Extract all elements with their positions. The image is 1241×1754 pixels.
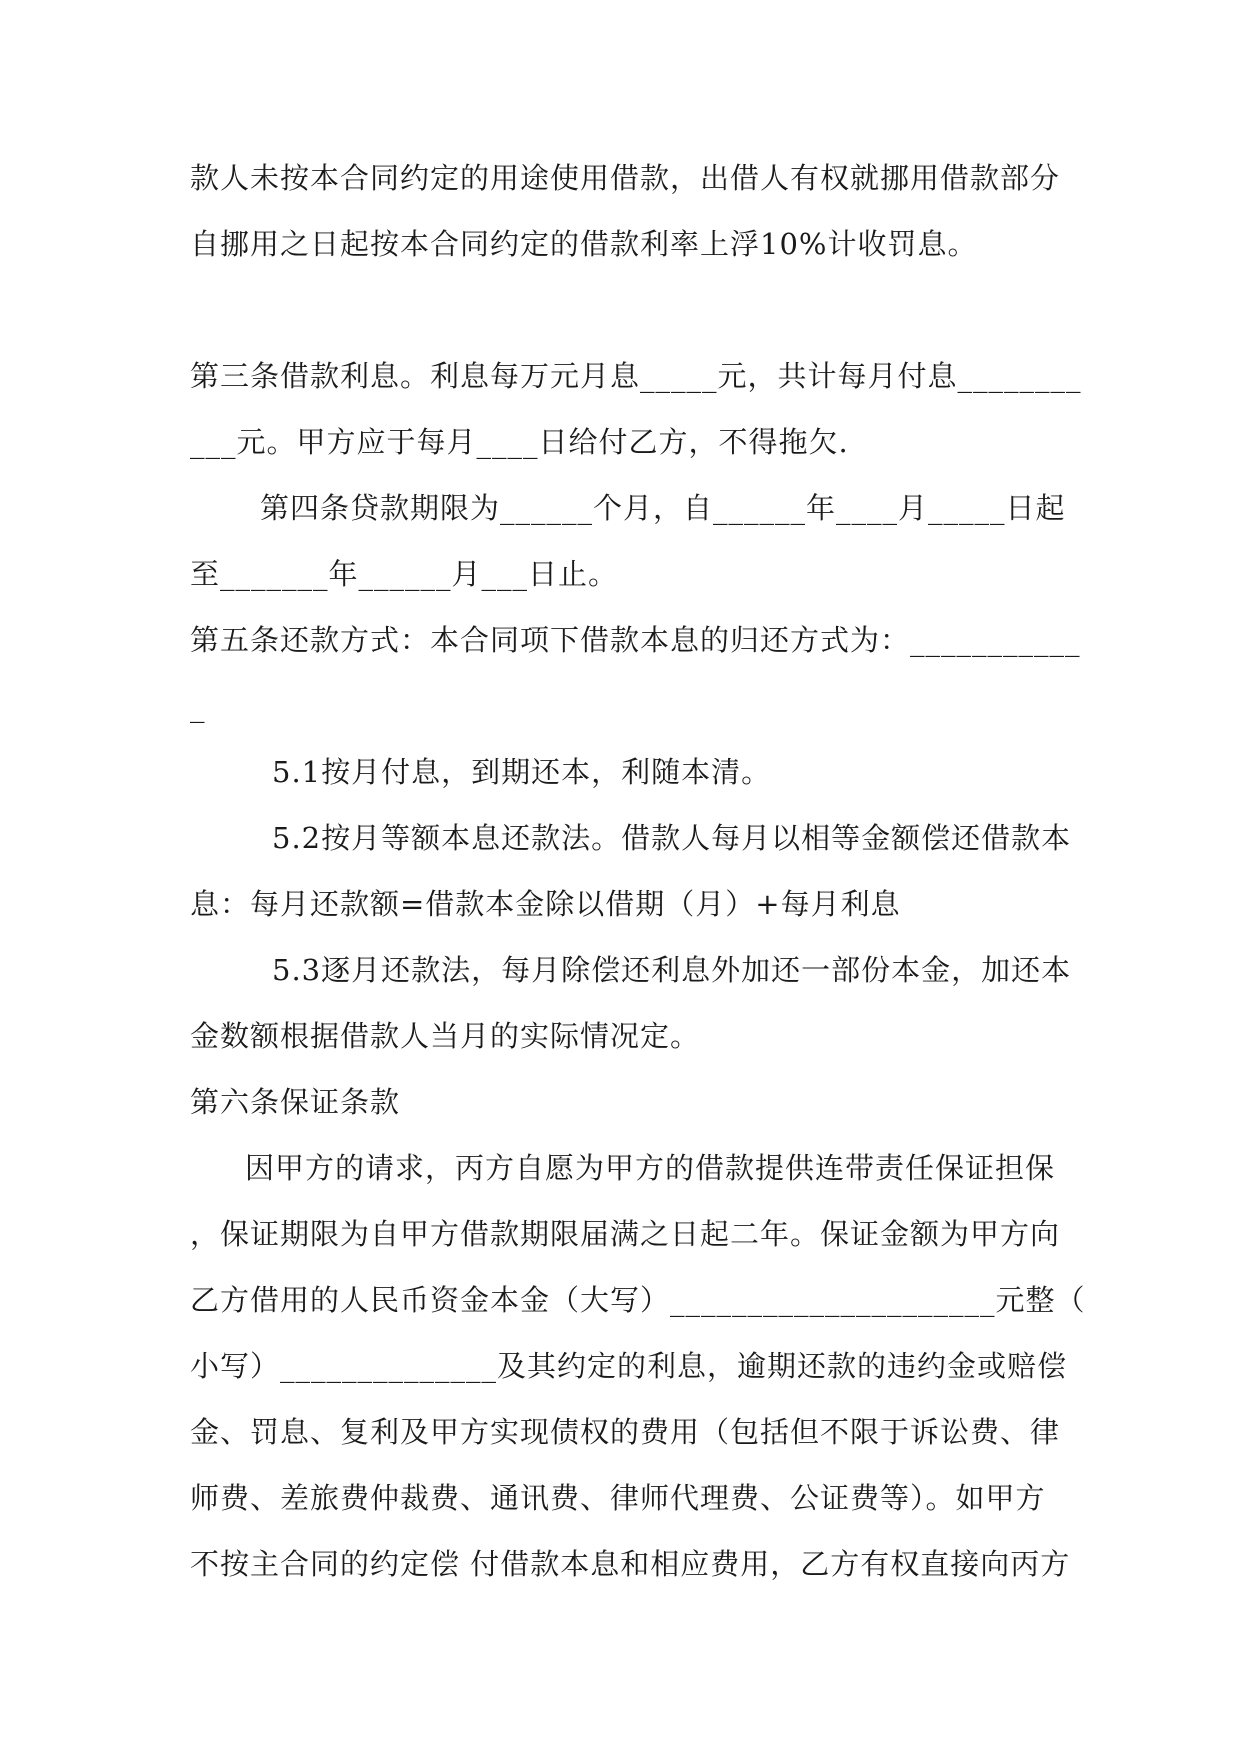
article-3-heading-line: 第三条借款利息。利息每万元月息_____元，共计每月付息________ bbox=[190, 359, 1082, 393]
text-line: ___元。甲方应于每月____日给付乙方，不得拖欠. bbox=[190, 425, 849, 459]
text-line: 因甲方的请求，丙方自愿为甲方的借款提供连带责任保证担保 bbox=[245, 1151, 1056, 1185]
article-5-heading-line: 第五条还款方式：本合同项下借款本息的归还方式为：___________ bbox=[190, 623, 1081, 657]
clause-5-3-line: 5.3逐月还款法，每月除偿还利息外加还一部份本金，加还本 bbox=[272, 953, 1072, 987]
text-line: ，保证期限为自甲方借款期限届满之日起二年。保证金额为甲方向 bbox=[190, 1217, 1061, 1251]
text-line: 小写）______________及其约定的利息，逾期还款的违约金或赔偿 bbox=[190, 1349, 1068, 1383]
article-6-heading-line: 第六条保证条款 bbox=[190, 1085, 401, 1119]
text-line: 息：每月还款额=借款本金除以借期（月）+每月利息 bbox=[190, 887, 901, 921]
text-line: 师费、差旅费仲裁费、通讯费、律师代理费、公证费等）。如甲方 bbox=[190, 1481, 1046, 1515]
clause-5-2-line: 5.2按月等额本息还款法。借款人每月以相等金额偿还借款本 bbox=[272, 821, 1072, 855]
text-line: 自挪用之日起按本合同约定的借款利率上浮10%计收罚息。 bbox=[190, 227, 978, 261]
article-4-heading-line: 第四条贷款期限为______个月，自______年____月_____日起 bbox=[260, 491, 1066, 525]
text-line: 不按主合同的约定偿 付借款本息和相应费用，乙方有权直接向丙方 bbox=[190, 1547, 1071, 1581]
text-line: 至_______年______月___日止。 bbox=[190, 557, 619, 591]
clause-5-1-line: 5.1按月付息，到期还本，利随本清。 bbox=[272, 755, 772, 789]
text-line: 款人未按本合同约定的用途使用借款，出借人有权就挪用借款部分 bbox=[190, 161, 1061, 195]
text-line: 金数额根据借款人当月的实际情况定。 bbox=[190, 1019, 701, 1053]
text-line: 乙方借用的人民币资金本金（大写）_____________________元整（ bbox=[190, 1283, 1086, 1317]
text-line: _ bbox=[190, 689, 206, 723]
text-line: 金、罚息、复利及甲方实现债权的费用（包括但不限于诉讼费、律 bbox=[190, 1415, 1061, 1449]
